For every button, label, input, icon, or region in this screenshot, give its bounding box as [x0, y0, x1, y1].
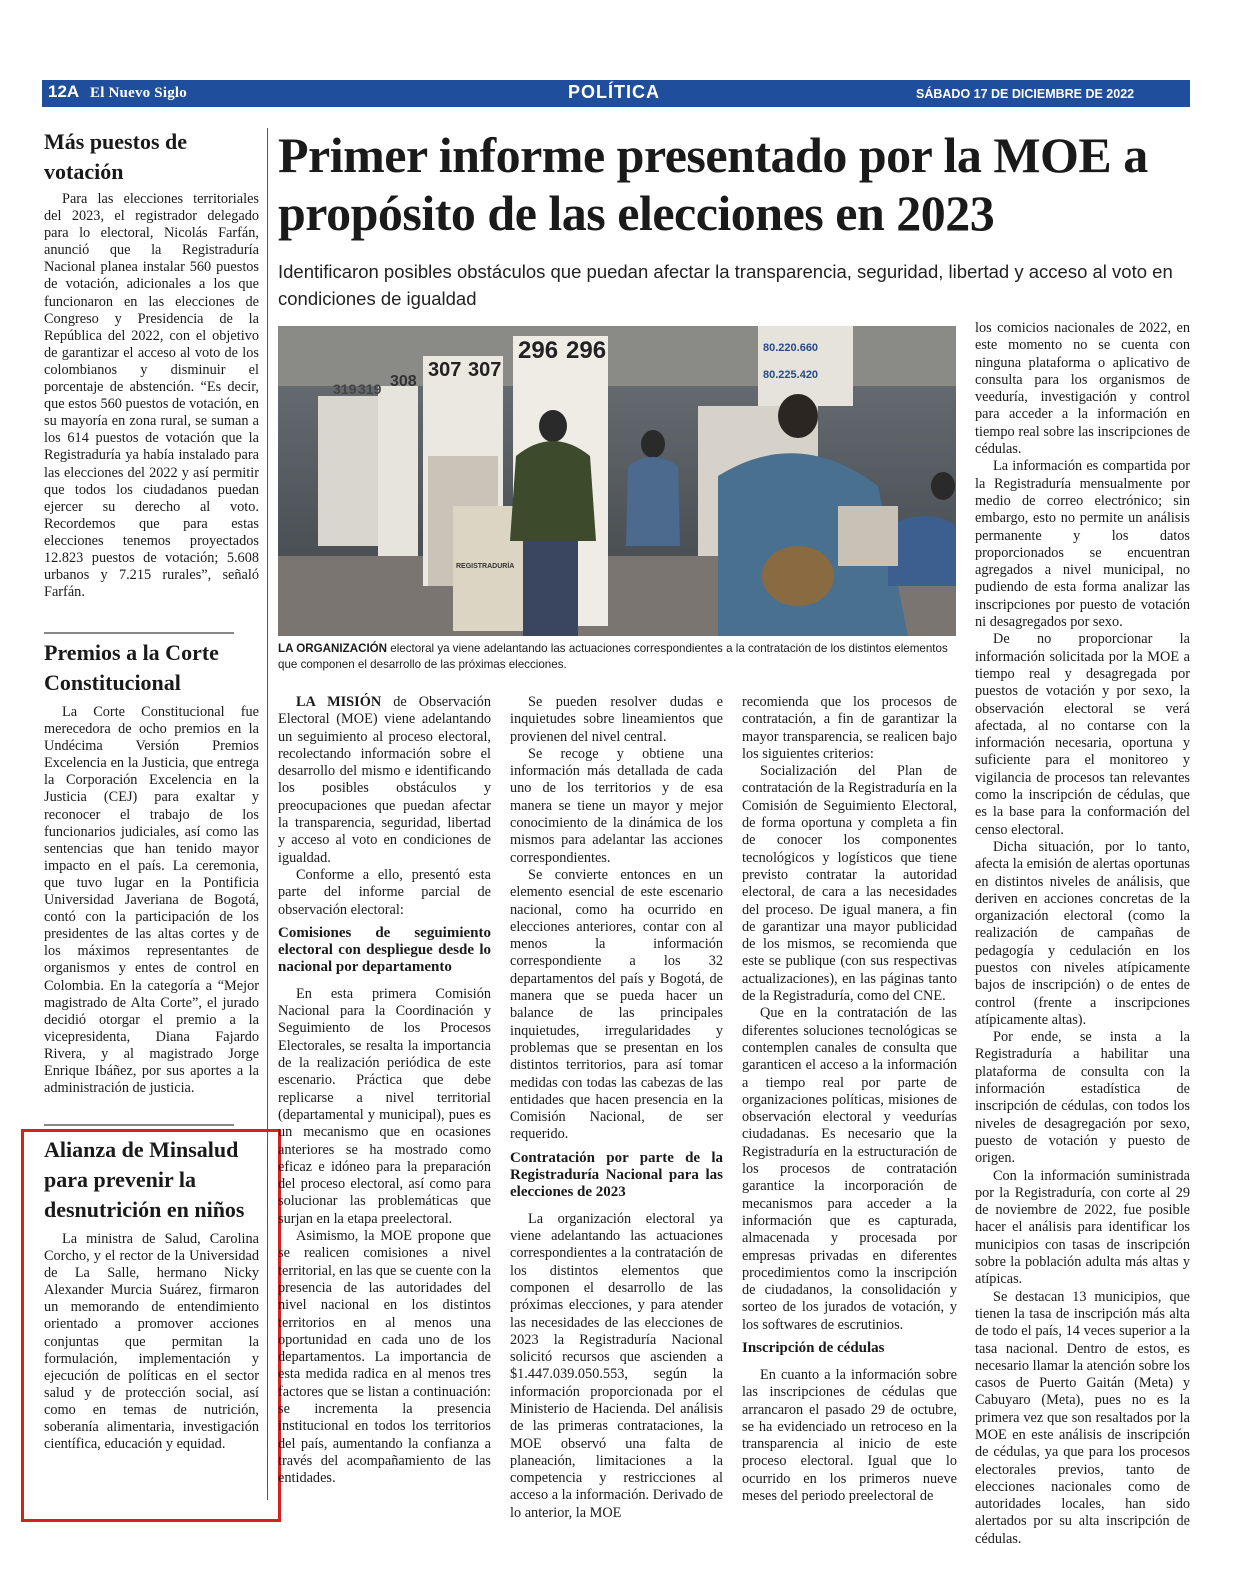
paragraph: Por ende, se insta a la Registraduría a habilitar una plataforma de consulta con la información estadística de inscripción de cédulas, con todos los niveles de desagregación por sexo, puesto de votación y puesto de origen.: [975, 1029, 1190, 1167]
article-title: Primer informe presentado por la MOE a propósito de las elecciones en 2023: [278, 127, 1148, 241]
paragraph: De no proporcionar la información solicitada por la MOE a tiempo real y desagregada por puestos de votación y por sexo, la observación electoral se verá afectada, al no contarse con la información necesaria, oportuna y suficiente para el monitoreo y vigilancia de procesos tan relevantes como la inscripción de cédulas, que es la base para la conformación del censo electoral.: [975, 631, 1190, 838]
article-photo: [278, 326, 956, 636]
article-column-2: [510, 694, 723, 1522]
paragraph: La organización electoral ya viene adelantando las actuaciones correspondientes a la contratación de los distintos elementos que componen el desarrollo de las próximas elecciones, y para atender las necesidades de las elecciones de 2023 la Registraduría Nacional solicitó recursos que ascienden a $1.447.039.050.553, según la información proporcionada por el Ministerio de Hacienda. Del análisis de las primeras contrataciones, la MOE observó una falta de planeación, limitaciones a la competencia y restricciones al acceso a la información. Derivado de lo anterior, la MOE: [510, 1210, 723, 1521]
booth: [758, 326, 853, 406]
booth-sign: 319: [358, 381, 382, 397]
paragraph: Que en la contratación de las diferentes soluciones tecnológicas se contemplen canales de consulta que garanticen el acceso a la información a tiempo real por parte de organizaciones políticas, misiones de observación electoral y veedurías ciudadanas. Es necesario que la Registraduría en la estructuración de los procesos de contratación garantice la incorporación de mecanismos para acceder a la información que es capturada, almacenada y procesada por empresas privadas en diferentes procedimientos como la inscripción de ciudadanos, la consolidación y sorteo de los jurados de votación, y los softwares de escrutinios.: [742, 1005, 957, 1333]
sidebar-heading: Alianza de Minsalud para prevenir la desnutrición en niños: [44, 1137, 245, 1222]
booth: [318, 396, 378, 546]
paragraph: Asimismo, la MOE propone que se realicen comisiones a nivel territorial, en las que se cuente con la presencia de las autoridades del nivel nacional en los distintos territorios en al menos una oportunidad en cada uno de los departamentos. La importancia de esta medida radica en al menos tres factores que se listan a continuación: se incrementa la presencia institucional en todos los territorios del país, aumentando la confianza a través del acompañamiento de las entidades.: [278, 1228, 491, 1487]
paragraph: Se destacan 13 municipios, que tienen la tasa de inscripción más alta de todo el país, 14 veces superior a la tasa nacional. Dentro de estos, es necesario llamar la atención sobre los casos de Puerto Gaitán (Meta) y Cabuyaro (Meta), pues no es la primera vez que son resaltados por la MOE en este análisis de inscripción de cédulas, ya que para los procesos electorales previos, tanto de elecciones nacionales como de autoridades locales, han sido alertados por su alta inscripción de cédulas.: [975, 1288, 1190, 1547]
sidebar-story-2: [44, 638, 259, 1097]
subheading: Contratación por parte de la Registraduría Nacional para las elecciones de 2023: [510, 1149, 723, 1200]
article-column-1: [278, 694, 491, 1487]
paragraph: de Observación Electoral (MOE) viene adelantando un seguimiento al proceso electoral, recolectando información sobre el desarrollo del mismo e identificando los posibles obstáculos y preocupaciones que puedan afectar la transparencia, seguridad, libertad y acceso al voto en condiciones de igualdad.: [278, 694, 491, 866]
voting-booths-illustration: [278, 326, 956, 636]
voter-figure: [539, 410, 567, 442]
paragraph: Dicha situación, por lo tanto, afecta la emisión de alertas oportunas en distintos niveles de análisis, que deriven en acciones concretas de la organización electoral (como la realización de campañas de pedagogía y cedulación en los puestos con niveles atípicamente bajos de inscripción) o de entes de control (frente a inscripciones atípicamente altas).: [975, 838, 1190, 1028]
booth-sign: REGISTRADURÍA: [456, 563, 515, 570]
highlight-box: [21, 1129, 281, 1522]
sidebar-body: Para las elecciones territoriales del 2023, el registrador delegado para lo electoral, Nicolás Farfán, anunció que la Registraduría Nacional planea instalar 560 puestos de votación, adicionales a los que funcionaron en las elecciones de Congreso y Presidencia de la República del 2022, con el objetivo de garantizar el acceso al voto de los colombianos y disminuir el porcentaje de abstención. “Es decir, que estos 560 puestos de votación, en su mayoría en zona rural, se suman a los 614 puestos de votación que la Registraduría ya había instalado para las elecciones del 2022 y así permitir que todos los ciudadanos puedan ejercer su derecho al voto. Recordemos que para estas elecciones tenemos proyectados 12.823 puestos de votación; 5.608 urbanos y 7.215 rurales”, señaló Farfán.: [44, 191, 259, 601]
sidebar-body: La Corte Constitucional fue merecedora de ocho premios en la Undécima Versión Premios Excelencia en la Justicia, que entrega la Corporación Excelencia en la Justicia (CEJ) para exaltar y reconocer el trabajo de los funcionarios judiciales, así como las sentencias que han tenido mayor impacto en el país. La ceremonia, que tuvo lugar en la Pontificia Universidad Javeriana de Bogotá, contó con la participación de los presidentes de las altas cortes y de los máximos representantes de organismos y entes de control en Colombia. En la categoría a “Mejor magistrado de Alta Corte”, el jurado decidió otorgar el premio a la vicepresidenta, Diana Fajardo Rivera, y al magistrado Jorge Enrique Ibáñez, por sus aportes a la administración de justicia.: [44, 704, 259, 1097]
booth: [378, 386, 418, 556]
column-rule: [267, 128, 268, 1500]
booth-sign: 296: [566, 337, 607, 364]
sidebar-heading: Premios a la Corte Constitucional: [44, 640, 219, 695]
booth-sign: 307: [468, 359, 502, 381]
paragraph: Se pueden resolver dudas e inquietudes sobre lineamientos que provienen del nivel central.: [510, 694, 723, 745]
paragraph: En esta primera Comisión Nacional para la Coordinación y Seguimiento de los Procesos Electorales, se resalta la importancia de la realización periódica de este escenario. Práctica que debe replicarse a nivel territorial (departamental y municipal), pues es un mecanismo que en ocasiones anteriores se ha mostrado como eficaz e idóneo para la preparación del proceso electoral, así como para solucionar las problemáticas que surjan en la etapa preelectoral.: [278, 985, 491, 1227]
paragraph: Socialización del Plan de contratación de la Registraduría en la Comisión de Seguimiento Electoral, de forma oportuna y completa a fin de conocer los componentes tecnológicos y logísticos que tiene previsto contratar la autoridad electoral, de cara a las necesidades del proceso. De igual manera, a fin de garantizar una mayor publicidad de los mismos, se recomienda que este se publique (con sus respectivas actualizaciones), en las páginas tanto de la Registraduría, como del CNE.: [742, 763, 957, 1005]
paragraph: Con la información suministrada por la Registraduría, con corte al 29 de noviembre de 2022, fue posible hacer el análisis para identificar los municipios con tasas de inscripción sobre la población adulta más altas y atípicas.: [975, 1167, 1190, 1288]
article-lead: LA MISIÓN: [296, 694, 382, 710]
booth-sign: 296: [518, 337, 559, 364]
voter-figure: [778, 394, 818, 438]
sidebar-divider: [44, 1124, 234, 1126]
paragraph: Se convierte entonces en un elemento esencial de este escenario nacional, como ha ocurrido en elecciones anteriores, contar con al menos la información correspondiente a los 32 departamentos del país y Bogotá, de manera que se pueda hacer un balance de las principales inquietudes, irregularidades y problemas que se presentan en los distintos territorios, para así tomar medidas con todas las cabezas de las entidades que hacen presencia en la Comisión Nacional, de ser requerido.: [510, 866, 723, 1143]
caption-lead: LA ORGANIZACIÓN: [278, 642, 388, 655]
sidebar-story-1: [44, 127, 259, 601]
sidebar-divider: [44, 632, 234, 634]
voter-figure: [510, 441, 596, 541]
sidebar-body: La ministra de Salud, Carolina Corcho, y el rector de la Universidad de La Salle, hermano Nicky Alexander Murcia Suárez, firmaron un memorando de entendimiento orientado a promover acciones conjuntas que permitan la formulación, implementación y ejecución de políticas en el sector salud y de protección social, así como en temas de nutrición, soberanía alimentaria, investigación científica, educación y equidad.: [44, 1231, 259, 1453]
caption-text: electoral ya viene adelantando las actuaciones correspondientes a la contratación de los distintos elementos que componen el desarrollo de las próximas elecciones.: [278, 642, 948, 671]
booth-sign: 319: [333, 381, 357, 397]
paragraph: Conforme a ello, presentó esta parte del informe parcial de observación electoral:: [278, 866, 491, 918]
paragraph: En cuanto a la información sobre las inscripciones de cédulas que arrancaron el pasado 29 de octubre, se ha evidenciado un retroceso en la transparencia al inicio de este proceso electoral. Igual que lo ocurrido en los primeros nueve meses del periodo preelectoral de: [742, 1366, 957, 1505]
issue-date: SÁBADO 17 DE DICIEMBRE DE 2022: [916, 87, 1135, 101]
booth-sign: 307: [428, 359, 462, 381]
paragraph: Se recoge y obtiene una información más detallada de cada uno de los territorios y de esa manera se tiene un mayor y mejor conocimiento de la dinámica de los mismos para adelantar las acciones correspondientes.: [510, 745, 723, 866]
subheading: Inscripción de cédulas: [742, 1339, 885, 1356]
newspaper-name: El Nuevo Siglo: [90, 85, 187, 101]
booth-sign: 308: [390, 373, 417, 390]
paragraph: La información es compartida por la Registraduría mensualmente por medio de correo electrónico; sin embargo, esto no permite un análisis permanente y los datos proporcionados se encuentran agregados a nivel municipal, no pudiendo de esta forma analizar las inscripciones por puesto de votación ni desagregados por sexo.: [975, 458, 1190, 631]
photo-caption: [278, 641, 958, 673]
section-name: POLÍTICA: [568, 82, 660, 102]
booth-sign: 80.220.660: [763, 342, 819, 354]
booth-sign: 80.225.420: [763, 369, 819, 381]
paragraph: recomienda que los procesos de contratación, a fin de garantizar la mayor transparencia, se realicen bajo los siguientes criterios:: [742, 694, 957, 762]
article-column-3: [742, 694, 957, 1505]
article-column-4: [975, 320, 1190, 1548]
article-subtitle: Identificaron posibles obstáculos que puedan afectar la transparencia, seguridad, libertad y acceso al voto en condiciones de igualdad: [278, 261, 1173, 309]
page-number: 12A: [48, 82, 80, 101]
voter-figure: [641, 430, 665, 458]
sidebar-heading: Más puestos de votación: [44, 129, 188, 184]
subheading: Comisiones de seguimiento electoral con despliegue desde lo nacional por departamento: [278, 924, 491, 975]
paragraph: los comicios nacionales de 2022, en este momento no se cuenta con ninguna plataforma o aplicativo de consulta para los organismos de veeduría, investigación y control para acceder a la información en tiempo real sobre las inscripciones de cédulas.: [975, 320, 1190, 458]
